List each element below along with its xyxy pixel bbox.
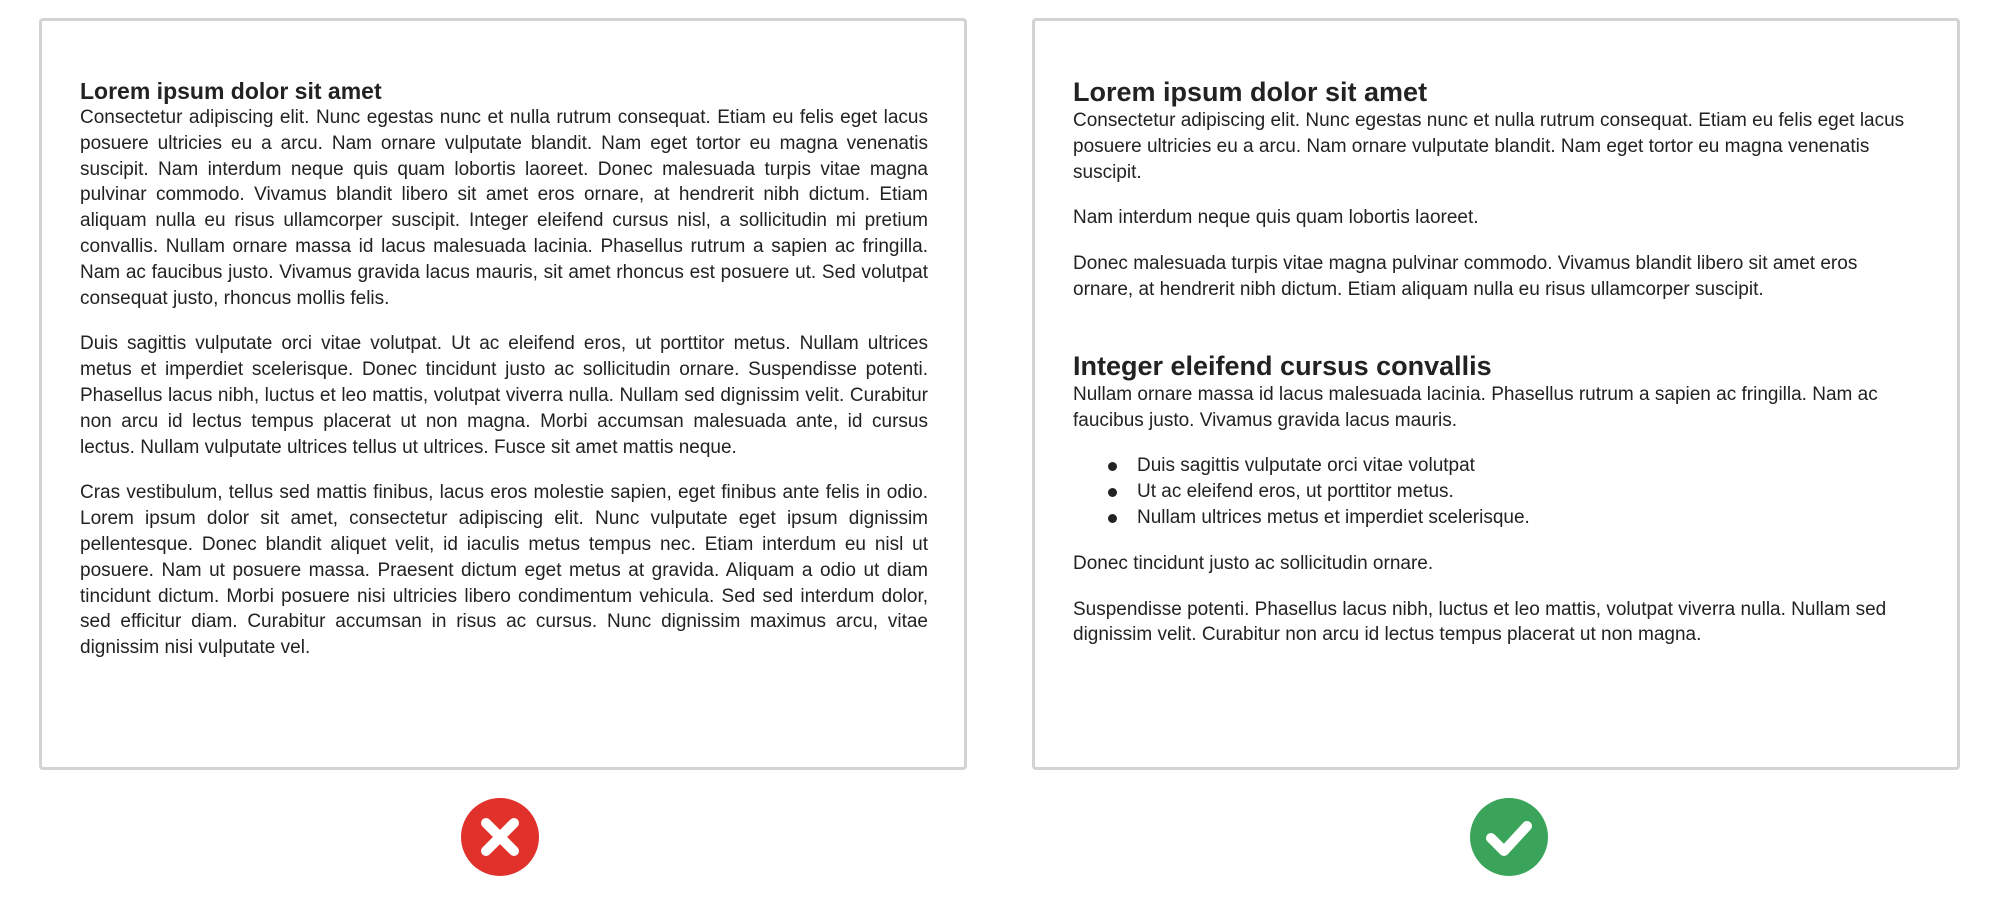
check-icon xyxy=(1469,797,1549,877)
good-example-content xyxy=(1073,77,1921,668)
good-example-heading-1: Lorem ipsum dolor sit amet xyxy=(1073,77,1428,107)
good-example-paragraph: Donec malesuada turpis vitae magna pulvinar commodo. Vivamus blandit libero sit amet eros ornare, at hendrerit nibh dictum. Etiam aliquam nulla eu risus ullamcorper suscipit. xyxy=(1073,253,1858,300)
bad-example-panel xyxy=(39,18,967,770)
good-example-paragraph: Suspendisse potenti. Phasellus lacus nibh, luctus et leo mattis, volutpat viverra nulla. Nullam sed dignissim velit. Curabitur non arcu id lectus tempus placerat ut non magna. xyxy=(1073,598,1887,646)
good-example-paragraph: Donec tincidunt justo ac sollicitudin ornare. xyxy=(1073,552,1434,574)
bad-example-paragraph: Cras vestibulum, tellus sed mattis finibus, lacus eros molestie sapien, eget finibus ante felis in odio. Lorem ipsum dolor sit amet, consectetur adipiscing elit. Nunc vulputate eget ipsum dignissim pellentesque. Donec blandit aliquet velit, id iaculis metus tempus nec. Etiam interdum eu nisl ut posuere. Nam ut posuere massa. Praesent dictum eget metus at gravida. Aliquam a odio ut diam tincidunt dictum. Morbi posuere nisi ultricies libero condimentum vehicula. Sed sed interdum dolor, sed efficitur diam. Curabitur accumsan in risus ac cursus. Nunc dignissim maximus arcu, vitae dignissim nisi vulputate vel. xyxy=(80,482,928,659)
good-example-paragraph: Nullam ornare massa id lacus malesuada lacinia. Phasellus rutrum a sapien ac fringilla. Nam ac faucibus justo. Vivamus gravida lacus mauris. xyxy=(1073,383,1878,431)
bullet-item: Nullam ultrices metus et imperdiet scelerisque. xyxy=(1137,505,1921,531)
bullet-item: Duis sagittis vulputate orci vitae volutpat xyxy=(1137,453,1921,479)
good-example-paragraph: Nam interdum neque quis quam lobortis laoreet. xyxy=(1073,207,1479,229)
bad-example-content xyxy=(80,77,928,681)
good-example-panel xyxy=(1032,18,1960,770)
good-example-heading-2: Integer eleifend cursus convallis xyxy=(1073,350,1492,381)
good-example-paragraph: Consectetur adipiscing elit. Nunc egestas nunc et nulla rutrum consequat. Etiam eu felis eget lacus posuere ultricies eu a arcu. Nam ornare vulputate blandit. Nam eget tortor eu magna venenatis suscipit. xyxy=(1073,110,1905,183)
bad-example-paragraph: Duis sagittis vulputate orci vitae volutpat. Ut ac eleifend eros, ut porttitor metus. Nullam ultrices metus et imperdiet scelerisque. Donec tincidunt justo ac sollicitudin ornare. Suspendisse potenti. Phasellus lacus nibh, luctus et leo mattis, volutpat viverra nulla. Nullam sed dignissim velit. Curabitur non arcu id lectus tempus placerat ut non magna. Morbi accumsan malesuada ante, id cursus lectus. Nullam vulputate ultrices tellus ut ultrices. Fusce sit amet mattis neque. xyxy=(80,333,928,458)
cross-icon xyxy=(460,797,540,877)
good-example-bullet-list xyxy=(1073,453,1921,530)
bad-example-paragraph: Consectetur adipiscing elit. Nunc egestas nunc et nulla rutrum consequat. Etiam eu felis eget lacus posuere ultricies eu a arcu. Nam ornare vulputate blandit. Nam eget tortor eu magna venenatis suscipit. Nam interdum neque quis quam lobortis laoreet. Donec malesuada turpis vitae magna pulvinar commodo. Vivamus blandit libero sit amet eros ornare, at hendrerit nibh dictum. Etiam aliquam nulla eu risus ullamcorper suscipit. Integer eleifend cursus nisl, a sollicitudin mi pretium convallis. Nullam ornare massa id lacus malesuada lacinia. Phasellus rutrum a sapien ac fringilla. Nam ac faucibus justo. Vivamus gravida lacus mauris, sit amet rhoncus est posuere ut. Sed volutpat consequat justo, rhoncus mollis felis. xyxy=(80,107,928,309)
bad-example-heading: Lorem ipsum dolor sit amet xyxy=(80,78,382,104)
bullet-item: Ut ac eleifend eros, ut porttitor metus. xyxy=(1137,479,1921,505)
